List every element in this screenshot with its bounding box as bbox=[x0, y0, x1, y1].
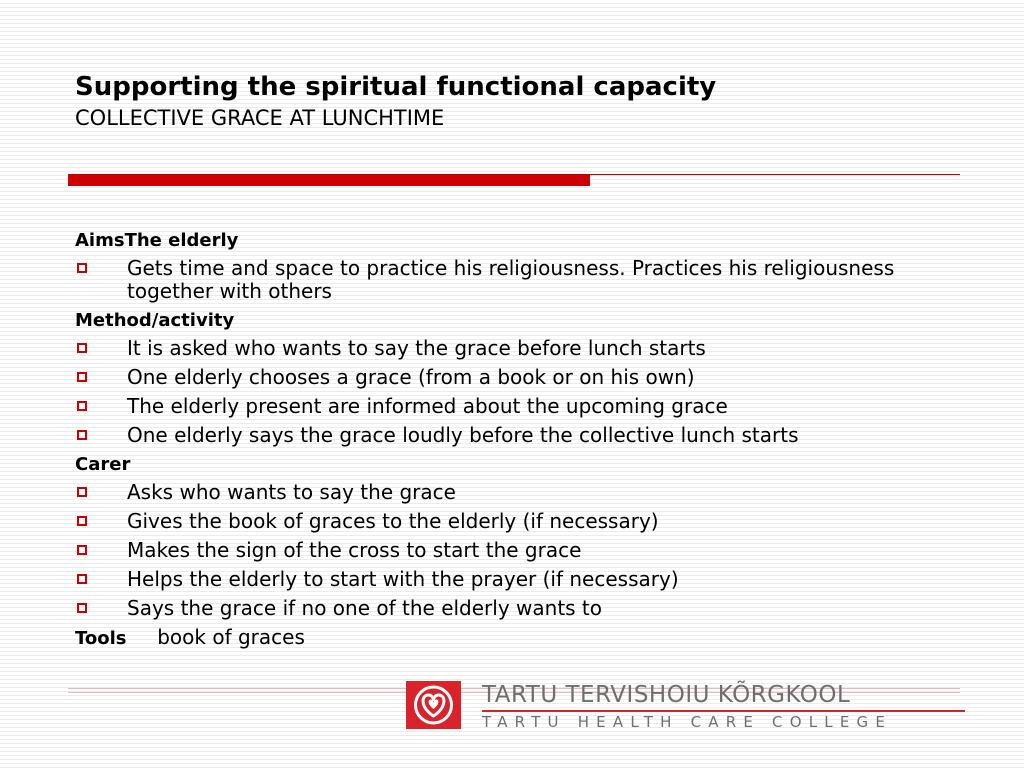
list-item-text: One elderly says the grace loudly before the collective lunch starts bbox=[127, 423, 799, 447]
college-logo bbox=[406, 681, 966, 729]
square-bullet-icon bbox=[77, 516, 87, 526]
list-item-text: Gets time and space to practice his religiousness. Practices his religiousness together with others bbox=[127, 256, 895, 303]
logo-name: TARTU TERVISHOIU KÕRGKOOL bbox=[482, 682, 851, 708]
list-item-text: Asks who wants to say the grace bbox=[127, 480, 456, 504]
logo-subtitle: TARTU HEALTH CARE COLLEGE bbox=[482, 713, 892, 731]
section-heading-carer: Carer bbox=[75, 454, 131, 475]
list-item bbox=[75, 334, 955, 363]
square-bullet-icon bbox=[77, 430, 87, 440]
list-item-text: One elderly chooses a grace (from a book or on his own) bbox=[127, 365, 695, 389]
list-item bbox=[75, 363, 955, 392]
list-item bbox=[75, 565, 955, 594]
list-item bbox=[75, 392, 955, 421]
square-bullet-icon bbox=[77, 545, 87, 555]
slide-content bbox=[75, 226, 955, 653]
list-item bbox=[75, 421, 955, 450]
title-rule-thick bbox=[68, 175, 590, 186]
list-item-text: Gives the book of graces to the elderly (if necessary) bbox=[127, 509, 659, 533]
section-heading-aims: AimsThe elderly bbox=[75, 230, 239, 251]
square-bullet-icon bbox=[77, 343, 87, 353]
square-bullet-icon bbox=[77, 263, 87, 273]
list-item-text: Makes the sign of the cross to start the grace bbox=[127, 538, 582, 562]
square-bullet-icon bbox=[77, 574, 87, 584]
tools-label: Tools bbox=[75, 628, 127, 649]
square-bullet-icon bbox=[77, 401, 87, 411]
heart-icon bbox=[406, 681, 461, 729]
title-block bbox=[75, 70, 955, 132]
list-item-text: Says the grace if no one of the elderly wants to bbox=[127, 596, 603, 620]
square-bullet-icon bbox=[77, 487, 87, 497]
slide-subtitle: COLLECTIVE GRACE AT LUNCHTIME bbox=[75, 106, 445, 130]
tools-value: book of graces bbox=[157, 625, 305, 649]
list-item-text: It is asked who wants to say the grace before lunch starts bbox=[127, 336, 706, 360]
list-item bbox=[75, 594, 955, 623]
list-item bbox=[75, 507, 955, 536]
list-item-text: Helps the elderly to start with the prayer (if necessary) bbox=[127, 567, 679, 591]
list-item bbox=[75, 254, 955, 306]
slide-title: Supporting the spiritual functional capacity bbox=[75, 72, 717, 102]
section-heading-method: Method/activity bbox=[75, 310, 235, 331]
logo-divider bbox=[482, 710, 965, 712]
square-bullet-icon bbox=[77, 603, 87, 613]
list-item-text: The elderly present are informed about the upcoming grace bbox=[127, 394, 728, 418]
tools-line bbox=[75, 623, 955, 653]
square-bullet-icon bbox=[77, 372, 87, 382]
list-item bbox=[75, 478, 955, 507]
list-item bbox=[75, 536, 955, 565]
